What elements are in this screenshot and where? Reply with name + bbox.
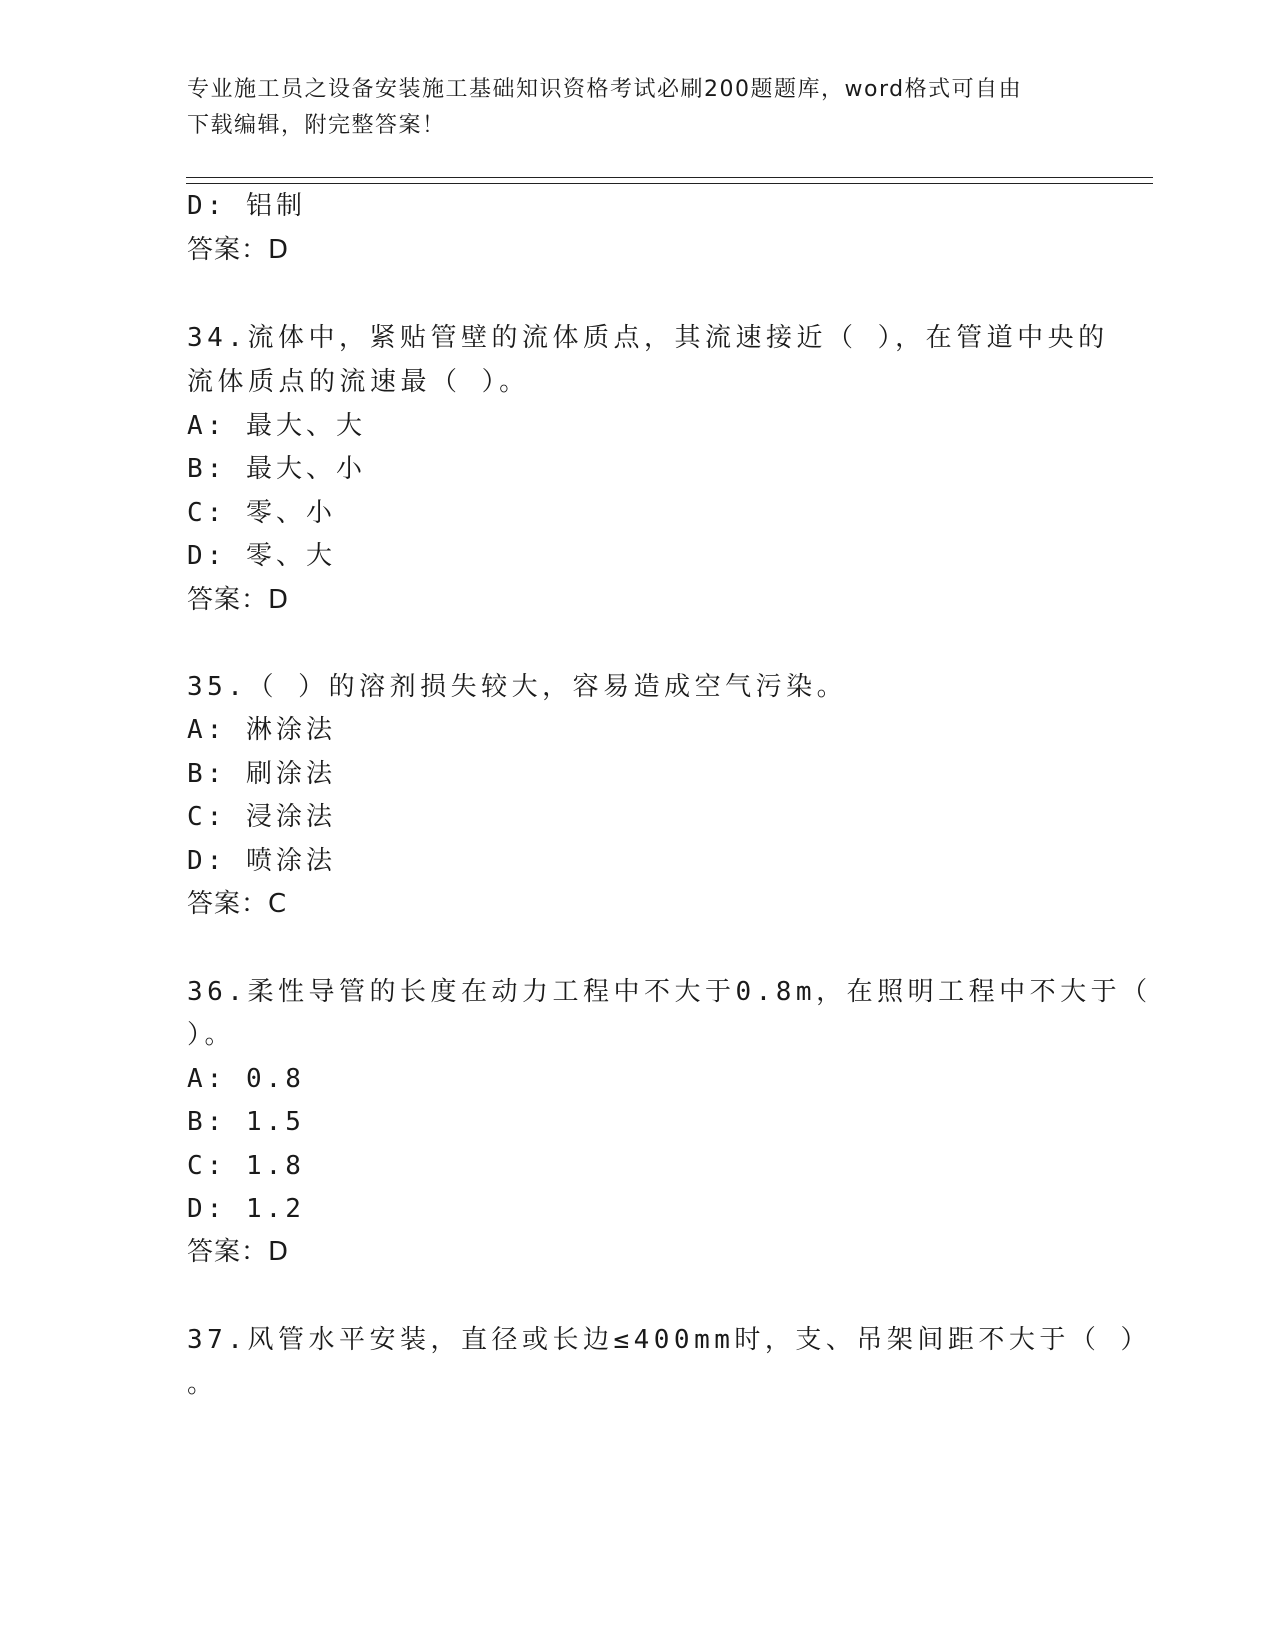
option-d: D: 铝制 <box>187 191 306 221</box>
answer: 答案：D <box>187 585 290 615</box>
option-b: B: 1.5 <box>187 1107 305 1137</box>
option-d: D: 喷涂法 <box>187 846 336 876</box>
option-c: C: 浸涂法 <box>187 802 336 832</box>
header-divider-top <box>186 177 1153 178</box>
option-a: A: 最大、大 <box>187 411 366 441</box>
answer: 答案：D <box>187 235 290 265</box>
question-stem-continued: 流体质点的流速最（ ）。 <box>187 367 530 397</box>
question-stem-continued: 。 <box>187 1369 218 1399</box>
option-b: B: 最大、小 <box>187 454 366 484</box>
question-stem: 36.柔性导管的长度在动力工程中不大于0.8m，在照明工程中不大于（ <box>187 977 1152 1007</box>
answer: 答案：D <box>187 1237 290 1267</box>
header-title-line-1: 专业施工员之设备安装施工基础知识资格考试必刷200题题库，word格式可自由 <box>187 77 1023 102</box>
question-stem: 35.（ ）的溶剂损失较大，容易造成空气污染。 <box>187 672 848 702</box>
header-title-line-2: 下载编辑，附完整答案！ <box>187 113 446 138</box>
option-c: C: 1.8 <box>187 1151 305 1181</box>
option-d: D: 零、大 <box>187 541 336 571</box>
option-c: C: 零、小 <box>187 498 336 528</box>
question-stem: 34.流体中，紧贴管壁的流体质点，其流速接近（ ），在管道中央的 <box>187 323 1109 353</box>
option-a: A: 0.8 <box>187 1064 305 1094</box>
option-d: D: 1.2 <box>187 1194 305 1224</box>
document-header <box>187 72 1067 144</box>
question-stem: 37.风管水平安装，直径或长边≤400mm时，支、吊架间距不大于（ ） <box>187 1325 1152 1355</box>
header-divider-bottom <box>186 183 1153 184</box>
option-b: B: 刷涂法 <box>187 759 336 789</box>
answer: 答案：C <box>187 889 288 919</box>
question-stem-continued: ）。 <box>187 1020 236 1050</box>
option-a: A: 淋涂法 <box>187 715 336 745</box>
